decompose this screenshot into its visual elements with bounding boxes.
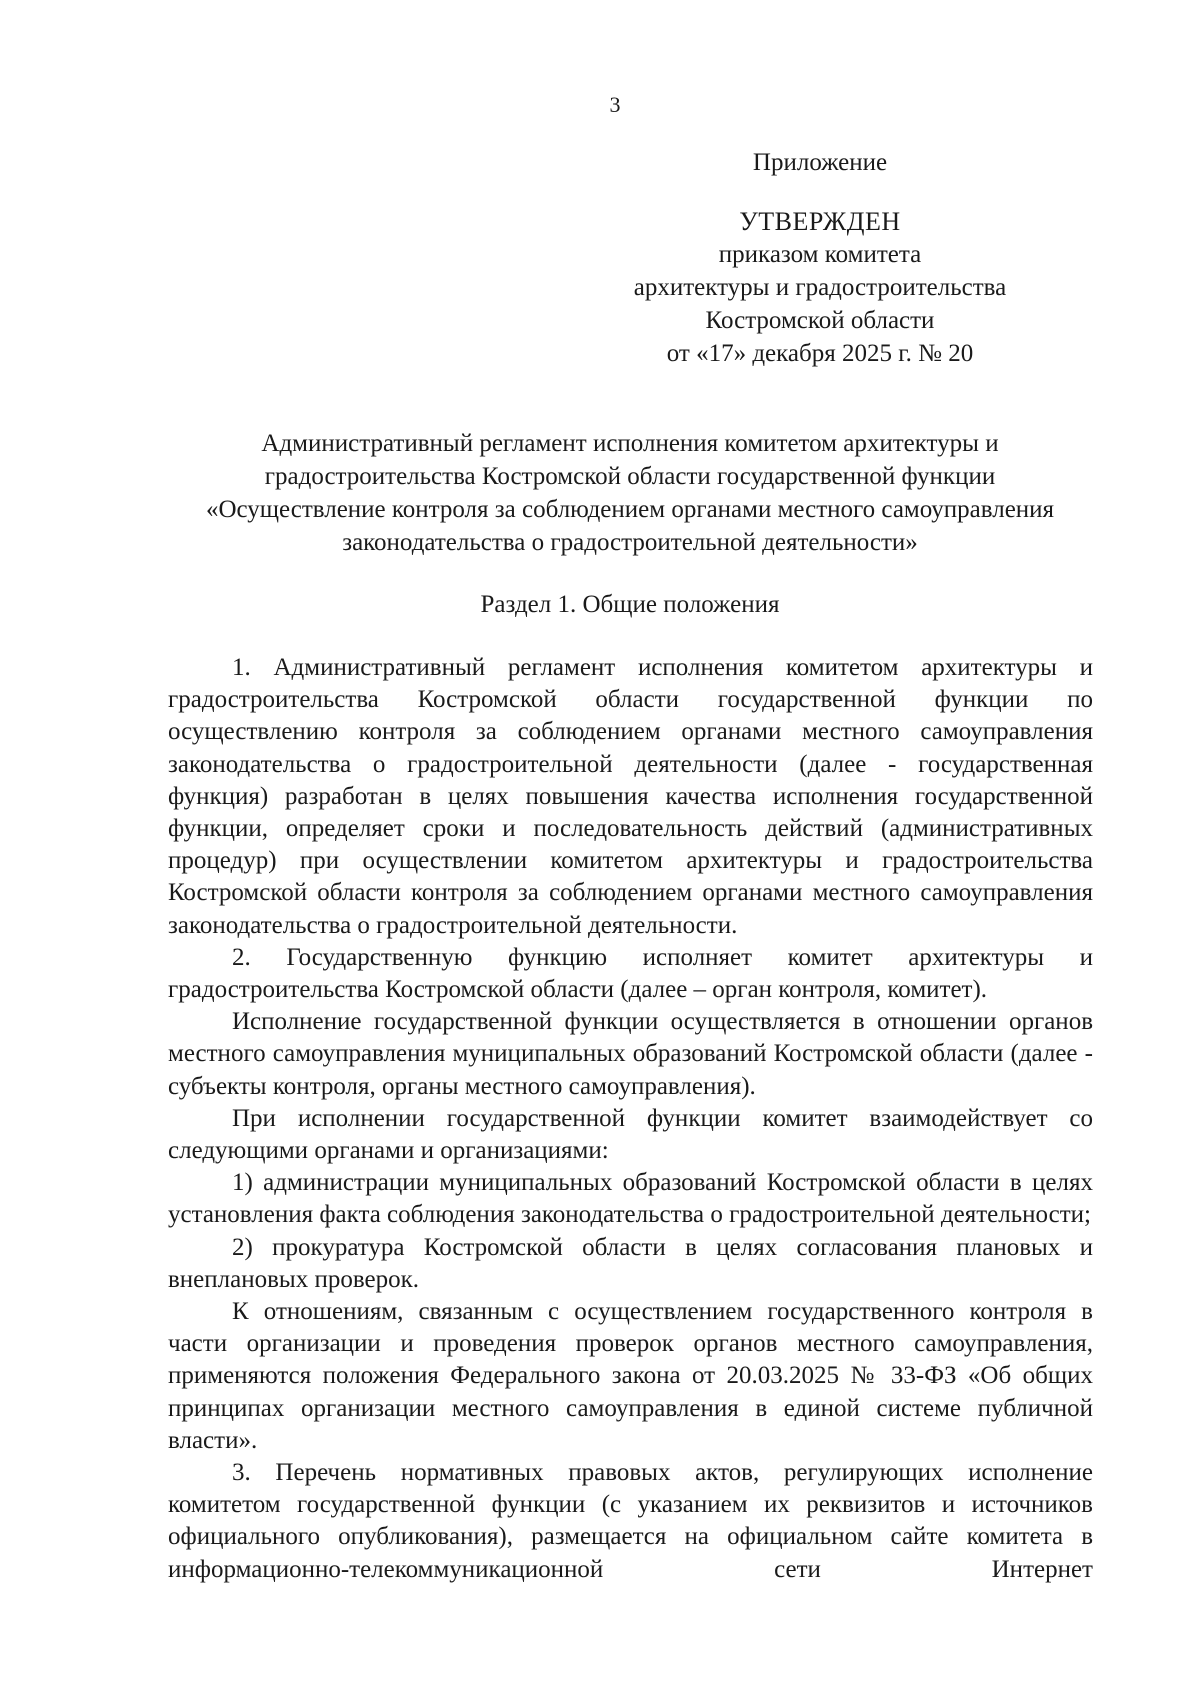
document-title bbox=[165, 427, 1095, 559]
paragraph: 3. Перечень нормативных правовых актов, регулирующих исполнение комитетом государственной функции (с указанием их реквизитов и источников официального опубликования), размещается на официальном сайте комитета в информационно-телекоммуникационной сети Интернет bbox=[168, 1459, 1093, 1583]
paragraph: 1. Административный регламент исполнения комитетом архитектуры и градостроительства Костромской области государственной функции по осуществлению контроля за соблюдением органами местного самоуправления законодательства о градостроительной деятельности (далее - государственная функция) разработан в целях повышения качества исполнения государственной функции, определяет сроки и последовательность действий (административных процедур) при осуществлении комитетом архитектуры и градостроительства Костромской области контроля за соблюдением органами местного самоуправления законодательства о градостроительной деятельности. bbox=[168, 654, 1093, 939]
approval-line: Костромской области bbox=[705, 307, 935, 334]
paragraph: 2) прокуратура Костромской области в целях согласования плановых и внеплановых проверок. bbox=[168, 1233, 1093, 1293]
paragraph: 1) администрации муниципальных образований Костромской области в целях установления факта соблюдения законодательства о градостроительной деятельности; bbox=[168, 1169, 1093, 1229]
section-heading: Раздел 1. Общие положения bbox=[480, 591, 780, 618]
paragraph: К отношениям, связанным с осуществлением государственного контроля в части организации и проведения проверок органов местного самоуправления, применяются положения Федерального закона от 20.03.2025 № 33-ФЗ «Об общих принципах организации местного самоуправления в единой системе публичной власти». bbox=[168, 1298, 1093, 1454]
approval-line: архитектуры и градостроительства bbox=[633, 274, 1007, 301]
appendix-label: Приложение bbox=[752, 149, 888, 176]
title-line: градостроительства Костромской области государственной функции bbox=[264, 463, 996, 490]
document-body bbox=[168, 652, 1093, 1586]
approval-line: приказом комитета bbox=[718, 241, 922, 268]
title-line: «Осуществление контроля за соблюдением органами местного самоуправления bbox=[205, 496, 1055, 523]
title-line: Административный регламент исполнения комитетом архитектуры и bbox=[261, 430, 999, 457]
page-number: 3 bbox=[609, 92, 621, 117]
paragraph: При исполнении государственной функции комитет взаимодействует со следующими органами и организациями: bbox=[168, 1104, 1093, 1165]
approved-title: УТВЕРЖДЕН bbox=[739, 207, 901, 236]
approval-block bbox=[600, 146, 1040, 370]
approval-date-line: от «17» декабря 2025 г. № 20 bbox=[666, 340, 974, 367]
title-line: законодательства о градостроительной деятельности» bbox=[342, 529, 918, 556]
paragraph: Исполнение государственной функции осуществляется в отношении органов местного самоуправления муниципальных образований Костромской области (далее - субъекты контроля, органы местного самоуправления). bbox=[168, 1008, 1093, 1100]
paragraph: 2. Государственную функцию исполняет комитет архитектуры и градостроительства Костромской области (далее – орган контроля, комитет). bbox=[168, 943, 1093, 1004]
